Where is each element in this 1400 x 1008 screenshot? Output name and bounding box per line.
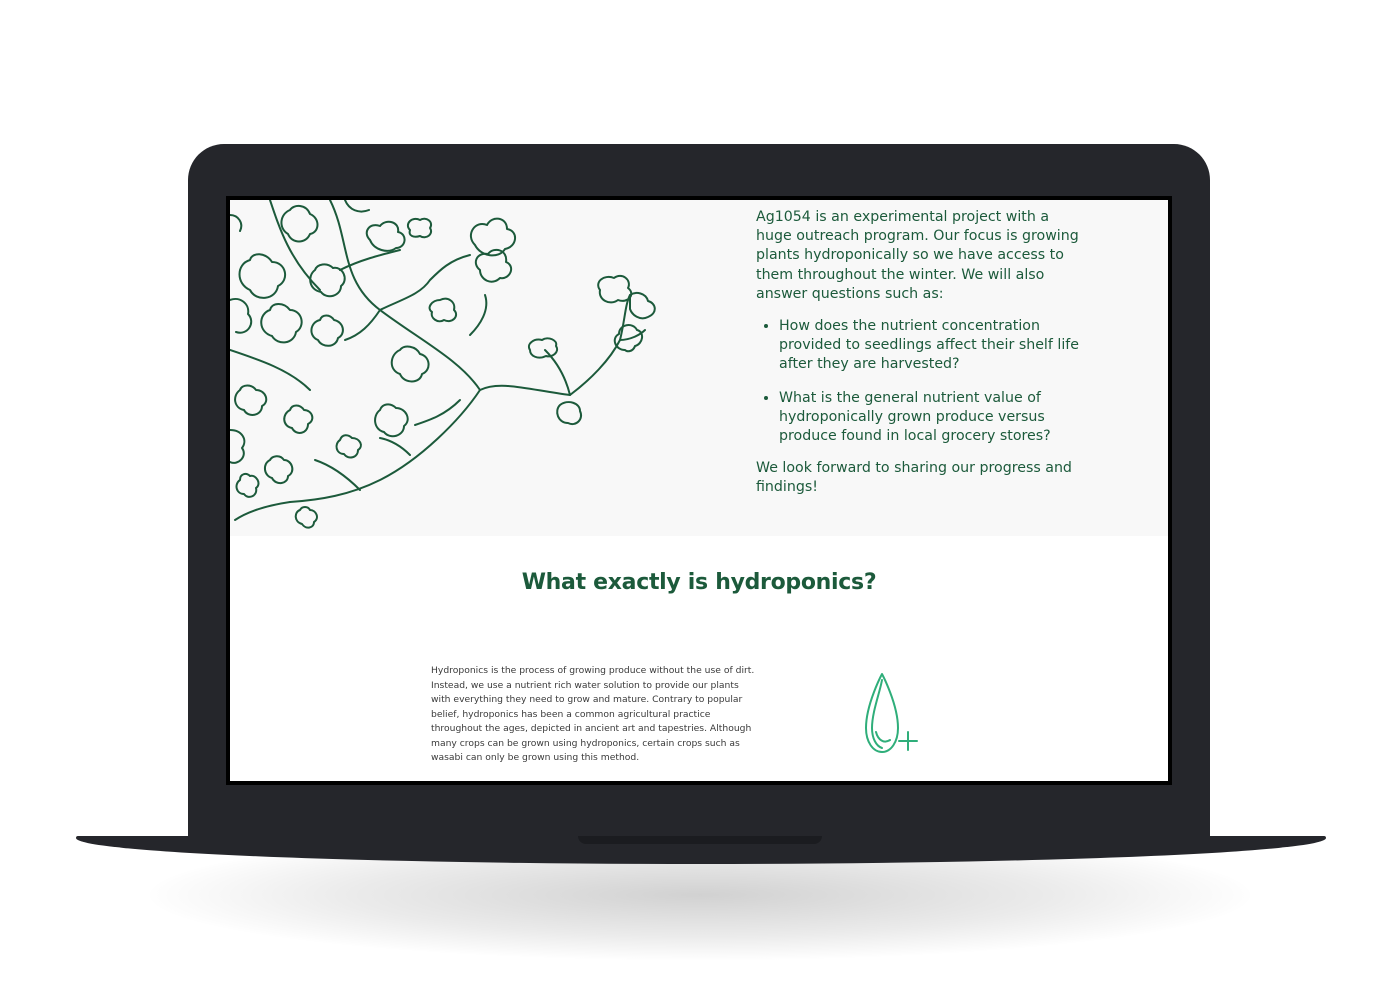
plant-illustration-icon	[230, 200, 680, 536]
laptop-notch	[578, 836, 822, 844]
laptop-screen	[230, 200, 1168, 781]
water-drop-plus-icon	[860, 672, 920, 756]
list-item: • How does the nutrient concentration provided to seedlings affect their shelf life after they are harvested?	[779, 317, 1086, 375]
intro-text	[756, 208, 1086, 498]
questions-list	[756, 317, 1086, 446]
list-item: • What is the general nutrient value of hydroponically grown produce versus produce found in local grocery stores?	[779, 389, 1086, 447]
hydroponics-description: Hydroponics is the process of growing produce without the use of dirt. Instead, we use a nutrient rich water solution to provide our plants with everything they need to grow and mature. Contrary to popular belief, hydroponics has been a common agricultural practice throughout the ages, depicted in ancient art and tapestries. Although many crops can be grown using hydroponics, certain crops such as wasabi can only be grown using this method.	[431, 665, 755, 763]
closing-paragraph: We look forward to sharing our progress and findings!	[756, 460, 1072, 496]
section-heading: What exactly is hydroponics?	[521, 570, 877, 595]
intro-section	[230, 200, 1168, 536]
intro-paragraph: Ag1054 is an experimental project with a huge outreach program. Our focus is growing plants hydroponically so we have access to them throughout the winter. We will also answer questions such as:	[756, 209, 1079, 302]
